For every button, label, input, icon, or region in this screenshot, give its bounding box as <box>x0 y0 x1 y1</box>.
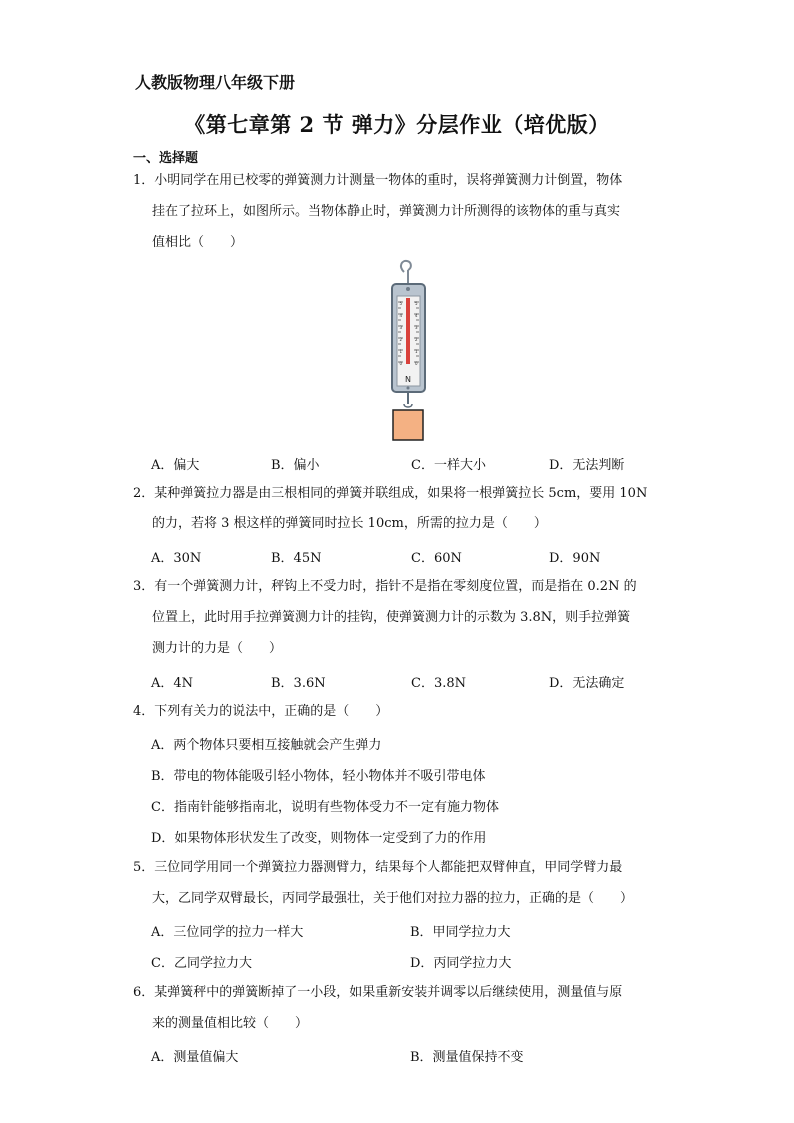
option-b[interactable]: B．甲同学拉力大 <box>410 925 511 940</box>
option-d[interactable]: D．90N <box>549 551 601 566</box>
question-line: 4．下列有关力的说法中，正确的是（ ） <box>133 704 389 719</box>
question-line: 挂在了拉环上，如图所示。当物体静止时，弹簧测力计所测得的该物体的重与真实 <box>152 204 621 219</box>
unit-label: N <box>405 375 411 384</box>
option-a[interactable]: A．4N <box>151 676 194 691</box>
rivet-top <box>406 287 410 291</box>
question-line: 位置上，此时用手拉弹簧测力计的挂钩，使弹簧测力计的示数为 3.8N，则手拉弹簧 <box>152 610 631 625</box>
option-a[interactable]: A．三位同学的拉力一样大 <box>151 925 304 940</box>
question-line: 3．有一个弹簧测力计，秤钩上不受力时，指针不是指在零刻度位置，而是指在 0.2N 的 <box>133 579 637 594</box>
scale-label: 0 <box>415 361 418 366</box>
question-line: 6．某弹簧秤中的弹簧断掉了一小段，如果重新安装并调零以后继续使用，测量值与原 <box>133 985 623 1000</box>
series-heading: 人教版物理八年级下册 <box>135 73 296 92</box>
question-line: 的力，若将 3 根这样的弹簧同时拉长 10cm，所需的拉力是（ ） <box>152 516 547 531</box>
document-title: 《第七章第 2 节 弹力》分层作业（培优版） <box>184 112 610 137</box>
section-heading: 一、选择题 <box>133 151 199 166</box>
option-c[interactable]: C．指南针能够指南北，说明有些物体受力不一定有施力物体 <box>151 800 499 815</box>
question-line: 值相比（ ） <box>152 235 244 250</box>
question-line: 来的测量值相比较（ ） <box>152 1016 309 1031</box>
scale-label: 3 <box>399 325 403 330</box>
red-indicator <box>406 298 410 364</box>
option-a[interactable]: A．偏大 <box>151 458 200 473</box>
option-c[interactable]: C．一样大小 <box>411 458 486 473</box>
scale-label: 4 <box>415 313 418 318</box>
rivet-bottom <box>407 387 410 390</box>
option-d[interactable]: D．无法判断 <box>549 458 625 473</box>
option-b[interactable]: B．偏小 <box>271 458 320 473</box>
option-b[interactable]: B．测量值保持不变 <box>410 1050 524 1065</box>
option-d[interactable]: D．无法确定 <box>549 676 625 691</box>
option-a[interactable]: A．两个物体只要相互接触就会产生弹力 <box>151 738 382 753</box>
option-b[interactable]: B．带电的物体能吸引轻小物体，轻小物体并不吸引带电体 <box>151 769 486 784</box>
option-d[interactable]: D．丙同学拉力大 <box>410 956 512 971</box>
scale-label: 1 <box>415 349 418 354</box>
scale-label: 1 <box>399 349 403 354</box>
option-a[interactable]: A．30N <box>151 551 202 566</box>
ring-hook <box>401 261 411 272</box>
scale-label: 2 <box>415 337 418 342</box>
option-b[interactable]: B．3.6N <box>271 676 326 691</box>
spring-scale-figure <box>380 258 436 444</box>
question-line: 2．某种弹簧拉力器是由三根相同的弹簧并联组成，如果将一根弹簧拉长 5cm，要用 10N <box>133 486 648 501</box>
hook-loop <box>404 404 412 407</box>
option-c[interactable]: C．乙同学拉力大 <box>151 956 252 971</box>
scale-label: 4 <box>399 313 403 318</box>
option-a[interactable]: A．测量值偏大 <box>151 1050 239 1065</box>
question-line: 1．小明同学在用已校零的弹簧测力计测量一物体的重时，误将弹簧测力计倒置，物体 <box>133 173 623 188</box>
scale-label: 5 <box>415 301 418 306</box>
scale-label: 0 <box>399 361 403 366</box>
question-line: 测力计的力是（ ） <box>152 641 283 656</box>
option-c[interactable]: C．60N <box>411 551 462 566</box>
question-line: 5．三位同学用同一个弹簧拉力器测臂力，结果每个人都能把双臂伸直，甲同学臂力最 <box>133 860 623 875</box>
scale-label: 3 <box>415 325 418 330</box>
option-c[interactable]: C．3.8N <box>411 676 466 691</box>
option-b[interactable]: B．45N <box>271 551 322 566</box>
scale-label: 2 <box>399 337 403 342</box>
question-line: 大，乙同学双臂最长，丙同学最强壮，关于他们对拉力器的拉力，正确的是（ ） <box>152 891 634 906</box>
weight-block <box>393 410 423 440</box>
scale-label: 5 <box>399 301 403 306</box>
option-d[interactable]: D．如果物体形状发生了改变，则物体一定受到了力的作用 <box>151 831 487 846</box>
